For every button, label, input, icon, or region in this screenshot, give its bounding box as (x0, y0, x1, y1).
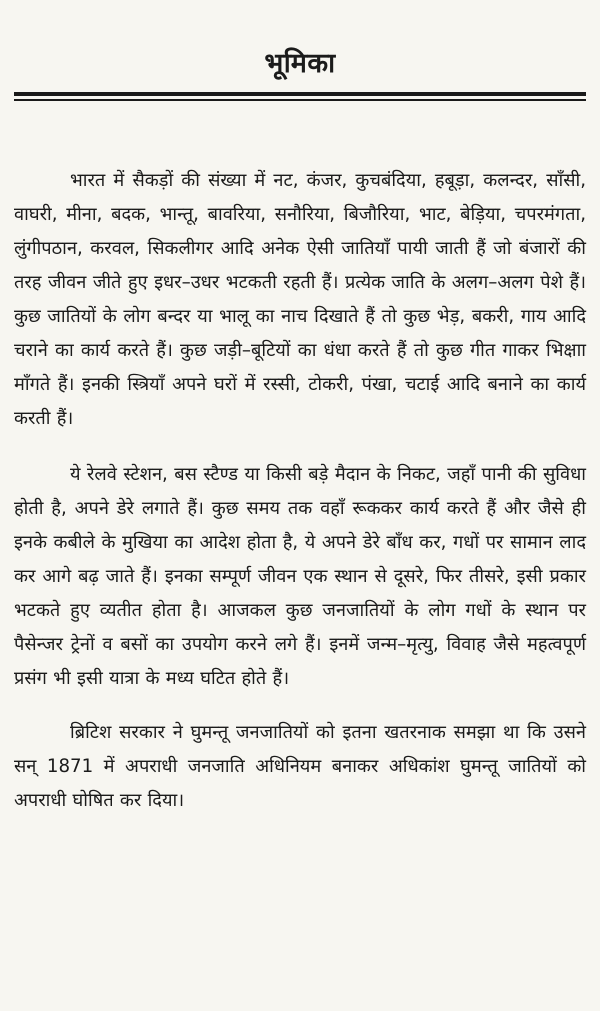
paragraph-2-text: ये रेलवे स्टेशन, बस स्टैण्ड या किसी बड़े मैदान के निकट, जहाँ पानी की सुविधा होती है, अपने डेरे लगाते हैं। कुछ समय तक वहाँ रूककर कार्य करते हैं और जैसे ही इनके कबीले के मुखिया का आदेश होता है, ये अपने डेरे बाँध कर, गधों पर सामान लाद कर आगे बढ़ जाते हैं। इनका सम्पूर्ण जीवन एक स्थान से दूसरे, फिर तीसरे, इसी प्रकार भटकते हुए व्यतीत होता है। आजकल कुछ जनजातियों के लोग गधों के स्थान पर पैसेन्जर ट्रेनों व बसों का उपयोग करने लगे हैं। इनमें जन्म–मृत्यु, विवाह जैसे महत्वपूर्ण प्रसंग भी इसी यात्रा के मध्य घटित होते हैं। (14, 464, 586, 689)
paragraph-2 (14, 458, 586, 696)
paragraph-1 (14, 164, 586, 436)
page-title: भूमिका (264, 48, 336, 79)
paragraph-3 (14, 716, 586, 818)
title-rule-thick (14, 92, 586, 96)
paragraph-3-text: ब्रिटिश सरकार ने घुमन्तू जनजातियों को इतना खतरनाक समझा था कि उसने सन् 1871 में अपराधी जनजाति अधिनियम बनाकर अधिकांश घुमन्तू जातियों को अपराधी घोषित कर दिया। (14, 722, 586, 811)
body-text (14, 164, 586, 818)
paragraph-1-text: भारत में सैकड़ों की संख्या में नट, कंजर, कुचबंदिया, हबूड़ा, कलन्दर, साँसी, वाघरी, मीना, बदक, भान्तू, बावरिया, सनौरिया, बिजौरिया, भाट, बेड़िया, चपरमंगता, लुंगीपठान, करवल, सिकलीगर आदि अनेक ऐसी जातियाँ पायी जाती हैं जो बंजारों की तरह जीवन जीते हुए इधर–उधर भटकती रहती हैं। प्रत्येक जाति के अलग–अलग पेशे हैं। कुछ जातियों के लोग बन्दर या भालू का नाच दिखाते हैं तो कुछ भेड़, बकरी, गाय आदि चराने का कार्य करते हैं। कुछ जड़ी–बूटियों का धंधा करते हैं तो कुछ गीत गाकर भिक्षाा माँगते हैं। इनकी स्त्रियाँ अपने घरों में रस्सी, टोकरी, पंखा, चटाई आदि बनाने का कार्य करती हैं। (14, 170, 586, 429)
title-rule-thin (14, 99, 586, 101)
